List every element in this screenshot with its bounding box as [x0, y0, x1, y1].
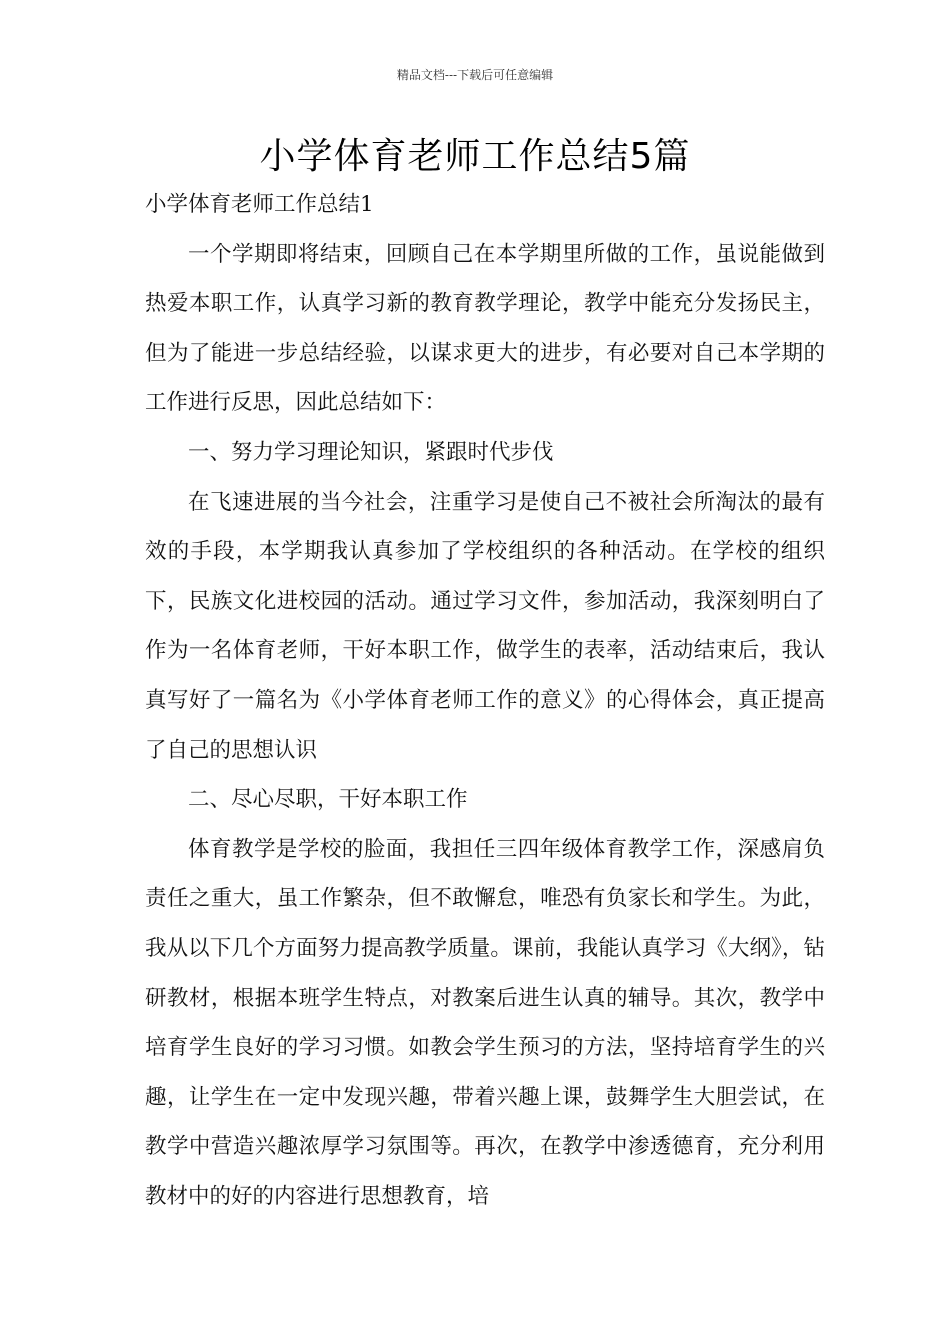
- paragraph-study: 在飞速进展的当今社会，注重学习是使自己不被社会所淘汰的最有效的手段，本学期我认真参加了学校组织的各种活动。在学校的组织下，民族文化进校园的活动。通过学习文件，参加活动，我深刻明白了作为一名体育老师，干好本职工作，做学生的表率，活动结束后，我认真写好了一篇名为《小学体育老师工作的意义》的心得体会，真正提高了自己的思想认识: [145, 489, 825, 763]
- header-note: 精品文档---下载后可任意编辑: [396, 68, 554, 82]
- paragraph-teaching: 体育教学是学校的脸面，我担任三四年级体育教学工作，深感肩负责任之重大，虽工作繁杂，但不敢懈怠，唯恐有负家长和学生。为此，我从以下几个方面努力提高教学质量。课前，我能认真学习《大纲》，钻研教材，根据本班学生特点，对教案后进生认真的辅导。其次，教学中培育学生良好的学习习惯。如教会学生预习的方法，坚持培育学生的兴趣，让学生在一定中发现兴趣，带着兴趣上课，鼓舞学生大胆尝试，在教学中营造兴趣浓厚学习氛围等。再次，在教学中渗透德育，充分利用教材中的好的内容进行思想教育，培: [145, 836, 825, 1209]
- paragraph-intro: 一个学期即将结束，回顾自己在本学期里所做的工作，虽说能做到热爱本职工作，认真学习新的教育教学理论，教学中能充分发扬民主，但为了能进一步总结经验，以谋求更大的进步，有必要对自己本学期的工作进行反思，因此总结如下：: [145, 241, 825, 416]
- document-body: [145, 180, 825, 1221]
- document-title: 小学体育老师工作总结5篇: [259, 136, 691, 177]
- section-heading-1: 一、努力学习理论知识，紧跟时代步伐: [188, 439, 554, 465]
- section-subtitle: 小学体育老师工作总结1: [145, 192, 374, 217]
- section-heading-2: 二、尽心尽职，干好本职工作: [188, 787, 468, 813]
